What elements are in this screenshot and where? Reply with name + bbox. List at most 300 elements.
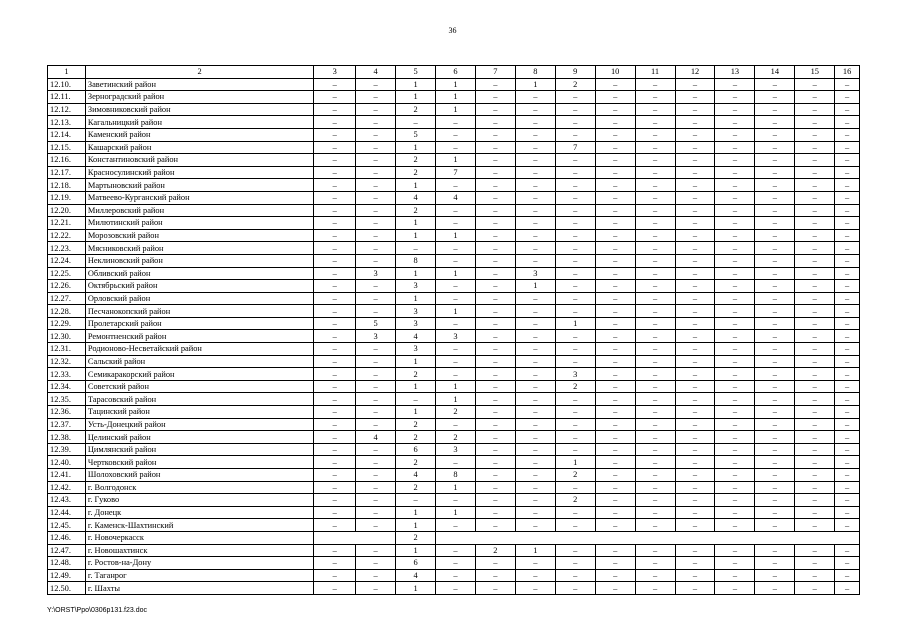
value-cell-col-3: – (314, 280, 356, 293)
district-name: г. Каменск-Шахтинский (85, 519, 313, 532)
value-cell-col-16: – (835, 217, 860, 230)
value-cell-col-12: – (675, 368, 715, 381)
value-cell-col-15: – (795, 431, 835, 444)
value-cell-col-12: – (675, 91, 715, 104)
value-cell-col-13: – (715, 330, 755, 343)
value-cell-col-14: – (755, 128, 795, 141)
value-cell-col-14: – (755, 305, 795, 318)
value-cell-col-7: – (475, 368, 515, 381)
value-cell-col-3: – (314, 443, 356, 456)
district-name: Константиновский район (85, 154, 313, 167)
column-header-1: 1 (48, 66, 86, 79)
value-cell-col-9: 7 (555, 141, 595, 154)
table-row (48, 393, 860, 406)
value-cell-col-15: – (795, 317, 835, 330)
value-cell-col-8: – (515, 204, 555, 217)
value-cell-col-5: 4 (396, 191, 436, 204)
value-cell-col-15: – (795, 267, 835, 280)
value-cell-col-16: – (835, 242, 860, 255)
value-cell-col-9: – (555, 544, 595, 557)
value-cell-col-10: – (595, 317, 635, 330)
table-row (48, 582, 860, 595)
value-cell-col-11: – (635, 317, 675, 330)
table-row (48, 154, 860, 167)
value-cell-col-7: – (475, 481, 515, 494)
row-number: 12.16. (48, 154, 86, 167)
value-cell-col-13: – (715, 418, 755, 431)
district-name: Заветинский район (85, 78, 313, 91)
value-cell-col-15: – (795, 78, 835, 91)
value-cell-col-12: – (675, 305, 715, 318)
value-cell-col-16: – (835, 292, 860, 305)
value-cell-col-9: – (555, 506, 595, 519)
value-cell-col-11: – (635, 368, 675, 381)
value-cell-col-4: – (356, 305, 396, 318)
value-cell-col-16: – (835, 557, 860, 570)
row-number: 12.28. (48, 305, 86, 318)
row-number: 12.43. (48, 494, 86, 507)
value-cell-col-13: – (715, 380, 755, 393)
row-number: 12.46. (48, 531, 86, 544)
value-cell-col-7: – (475, 355, 515, 368)
district-name: Семикаракорский район (85, 368, 313, 381)
table-row (48, 406, 860, 419)
value-cell-col-14: – (755, 229, 795, 242)
value-cell-col-15: – (795, 103, 835, 116)
value-cell-col-7: – (475, 343, 515, 356)
value-cell-col-4: – (356, 380, 396, 393)
value-cell-col-14: – (755, 582, 795, 595)
value-cell-col-13: – (715, 343, 755, 356)
value-cell-col-9: – (555, 582, 595, 595)
value-cell-col-11: – (635, 116, 675, 129)
value-cell-col-8: – (515, 217, 555, 230)
district-name: Кашарский район (85, 141, 313, 154)
value-cell-col-6: – (436, 242, 476, 255)
value-cell-col-4: 3 (356, 330, 396, 343)
district-name: г. Шахты (85, 582, 313, 595)
column-header-11: 11 (635, 66, 675, 79)
value-cell-col-9: 2 (555, 380, 595, 393)
value-cell-col-6: 1 (436, 393, 476, 406)
value-cell-col-9: – (555, 217, 595, 230)
value-cell-col-9: 1 (555, 317, 595, 330)
value-cell-col-13: – (715, 292, 755, 305)
value-cell-col-7: – (475, 380, 515, 393)
value-cell-col-14 (755, 531, 795, 544)
value-cell-col-3: – (314, 569, 356, 582)
value-cell-col-10: – (595, 78, 635, 91)
value-cell-col-7: – (475, 557, 515, 570)
value-cell-col-16: – (835, 443, 860, 456)
table-row (48, 103, 860, 116)
value-cell-col-9: – (555, 91, 595, 104)
value-cell-col-8: – (515, 154, 555, 167)
value-cell-col-9: – (555, 569, 595, 582)
value-cell-col-9: – (555, 242, 595, 255)
value-cell-col-3: – (314, 494, 356, 507)
value-cell-col-14: – (755, 179, 795, 192)
value-cell-col-9: – (555, 519, 595, 532)
table-row (48, 305, 860, 318)
value-cell-col-13: – (715, 116, 755, 129)
table-row (48, 544, 860, 557)
value-cell-col-6: – (436, 254, 476, 267)
value-cell-col-3: – (314, 229, 356, 242)
value-cell-col-9: – (555, 330, 595, 343)
header-row (48, 66, 860, 79)
value-cell-col-12: – (675, 343, 715, 356)
value-cell-col-6: 3 (436, 330, 476, 343)
value-cell-col-10: – (595, 91, 635, 104)
table-row (48, 443, 860, 456)
value-cell-col-11: – (635, 481, 675, 494)
value-cell-col-7: – (475, 443, 515, 456)
value-cell-col-8: – (515, 443, 555, 456)
value-cell-col-12: – (675, 544, 715, 557)
value-cell-col-14: – (755, 418, 795, 431)
value-cell-col-15: – (795, 91, 835, 104)
value-cell-col-3: – (314, 519, 356, 532)
table-row (48, 368, 860, 381)
table-row (48, 380, 860, 393)
value-cell-col-12: – (675, 481, 715, 494)
value-cell-col-12: – (675, 418, 715, 431)
district-name: Октябрьский район (85, 280, 313, 293)
value-cell-col-11: – (635, 78, 675, 91)
value-cell-col-15: – (795, 418, 835, 431)
value-cell-col-14: – (755, 116, 795, 129)
value-cell-col-15: – (795, 380, 835, 393)
value-cell-col-12: – (675, 406, 715, 419)
value-cell-col-10: – (595, 330, 635, 343)
value-cell-col-9: – (555, 267, 595, 280)
district-name: Мартыновский район (85, 179, 313, 192)
value-cell-col-11: – (635, 557, 675, 570)
value-cell-col-13: – (715, 191, 755, 204)
value-cell-col-13: – (715, 267, 755, 280)
table-row (48, 431, 860, 444)
value-cell-col-16: – (835, 191, 860, 204)
value-cell-col-11: – (635, 544, 675, 557)
value-cell-col-14: – (755, 519, 795, 532)
value-cell-col-3: – (314, 343, 356, 356)
value-cell-col-4: 3 (356, 267, 396, 280)
district-name: Тарасовский район (85, 393, 313, 406)
value-cell-col-14: – (755, 393, 795, 406)
value-cell-col-13 (715, 531, 755, 544)
value-cell-col-4: – (356, 481, 396, 494)
table-row (48, 91, 860, 104)
value-cell-col-7: – (475, 267, 515, 280)
value-cell-col-16: – (835, 481, 860, 494)
value-cell-col-4: – (356, 154, 396, 167)
value-cell-col-12: – (675, 557, 715, 570)
value-cell-col-12: – (675, 443, 715, 456)
value-cell-col-7 (475, 531, 515, 544)
value-cell-col-5: 1 (396, 519, 436, 532)
row-number: 12.34. (48, 380, 86, 393)
table-row (48, 469, 860, 482)
value-cell-col-10: – (595, 569, 635, 582)
column-header-14: 14 (755, 66, 795, 79)
district-name: Зерноградский район (85, 91, 313, 104)
value-cell-col-4: – (356, 582, 396, 595)
value-cell-col-9: – (555, 280, 595, 293)
value-cell-col-16: – (835, 582, 860, 595)
value-cell-col-13: – (715, 242, 755, 255)
value-cell-col-4: – (356, 254, 396, 267)
value-cell-col-15: – (795, 544, 835, 557)
value-cell-col-3: – (314, 393, 356, 406)
value-cell-col-8: – (515, 368, 555, 381)
value-cell-col-8: – (515, 418, 555, 431)
value-cell-col-13: – (715, 456, 755, 469)
table-row (48, 355, 860, 368)
value-cell-col-11: – (635, 380, 675, 393)
value-cell-col-5: 1 (396, 141, 436, 154)
value-cell-col-14: – (755, 317, 795, 330)
value-cell-col-8: – (515, 292, 555, 305)
value-cell-col-6: – (436, 204, 476, 217)
row-number: 12.32. (48, 355, 86, 368)
value-cell-col-4: – (356, 456, 396, 469)
value-cell-col-10: – (595, 191, 635, 204)
value-cell-col-13: – (715, 280, 755, 293)
value-cell-col-6: – (436, 128, 476, 141)
value-cell-col-10: – (595, 154, 635, 167)
value-cell-col-8: – (515, 179, 555, 192)
value-cell-col-9: – (555, 292, 595, 305)
value-cell-col-14: – (755, 103, 795, 116)
district-name: Усть-Донецкий район (85, 418, 313, 431)
value-cell-col-16: – (835, 343, 860, 356)
value-cell-col-3: – (314, 368, 356, 381)
value-cell-col-15: – (795, 443, 835, 456)
value-cell-col-8: – (515, 242, 555, 255)
value-cell-col-7: – (475, 469, 515, 482)
row-number: 12.35. (48, 393, 86, 406)
value-cell-col-15: – (795, 406, 835, 419)
value-cell-col-10: – (595, 217, 635, 230)
district-name: г. Новочеркасск (85, 531, 313, 544)
district-name: г. Гуково (85, 494, 313, 507)
value-cell-col-8: 1 (515, 280, 555, 293)
value-cell-col-6: – (436, 179, 476, 192)
value-cell-col-5: 6 (396, 557, 436, 570)
value-cell-col-4: – (356, 141, 396, 154)
value-cell-col-8: – (515, 128, 555, 141)
value-cell-col-14: – (755, 78, 795, 91)
value-cell-col-11: – (635, 431, 675, 444)
value-cell-col-11: – (635, 254, 675, 267)
table-row (48, 280, 860, 293)
value-cell-col-3: – (314, 292, 356, 305)
value-cell-col-3: – (314, 254, 356, 267)
table-row (48, 481, 860, 494)
value-cell-col-11: – (635, 506, 675, 519)
value-cell-col-10: – (595, 103, 635, 116)
value-cell-col-9: 2 (555, 78, 595, 91)
value-cell-col-15: – (795, 519, 835, 532)
value-cell-col-6: 1 (436, 305, 476, 318)
value-cell-col-6: – (436, 116, 476, 129)
column-header-16: 16 (835, 66, 860, 79)
district-name: Песчанокопский район (85, 305, 313, 318)
value-cell-col-6: – (436, 355, 476, 368)
value-cell-col-16: – (835, 368, 860, 381)
value-cell-col-8: – (515, 191, 555, 204)
value-cell-col-12: – (675, 166, 715, 179)
value-cell-col-11: – (635, 456, 675, 469)
district-name: Миллеровский район (85, 204, 313, 217)
value-cell-col-8: – (515, 116, 555, 129)
row-number: 12.20. (48, 204, 86, 217)
row-number: 12.33. (48, 368, 86, 381)
value-cell-col-13: – (715, 506, 755, 519)
value-cell-col-5: – (396, 116, 436, 129)
district-name: Милютинский район (85, 217, 313, 230)
value-cell-col-5: 1 (396, 229, 436, 242)
value-cell-col-7: – (475, 179, 515, 192)
row-number: 12.39. (48, 443, 86, 456)
value-cell-col-3: – (314, 481, 356, 494)
value-cell-col-7: – (475, 431, 515, 444)
row-number: 12.12. (48, 103, 86, 116)
value-cell-col-6: – (436, 494, 476, 507)
value-cell-col-6: – (436, 368, 476, 381)
row-number: 12.31. (48, 343, 86, 356)
value-cell-col-10: – (595, 166, 635, 179)
row-number: 12.19. (48, 191, 86, 204)
value-cell-col-15: – (795, 204, 835, 217)
value-cell-col-11: – (635, 494, 675, 507)
value-cell-col-5: 2 (396, 154, 436, 167)
value-cell-col-15: – (795, 305, 835, 318)
value-cell-col-10: – (595, 544, 635, 557)
value-cell-col-8: – (515, 380, 555, 393)
value-cell-col-15: – (795, 456, 835, 469)
value-cell-col-5: 2 (396, 431, 436, 444)
file-path-footer: Y:\ORST\Ppo\0306p131.f23.doc (47, 607, 148, 614)
value-cell-col-13: – (715, 355, 755, 368)
value-cell-col-15: – (795, 229, 835, 242)
column-header-12: 12 (675, 66, 715, 79)
value-cell-col-9: – (555, 393, 595, 406)
value-cell-col-6: 1 (436, 91, 476, 104)
value-cell-col-6: – (436, 343, 476, 356)
value-cell-col-13: – (715, 141, 755, 154)
value-cell-col-16: – (835, 116, 860, 129)
value-cell-col-15: – (795, 494, 835, 507)
value-cell-col-10: – (595, 380, 635, 393)
district-name: Каменский район (85, 128, 313, 141)
table-row (48, 166, 860, 179)
value-cell-col-7: – (475, 569, 515, 582)
value-cell-col-13: – (715, 103, 755, 116)
page-number: 36 (448, 26, 457, 35)
value-cell-col-5: 1 (396, 380, 436, 393)
value-cell-col-14: – (755, 204, 795, 217)
value-cell-col-8: – (515, 393, 555, 406)
value-cell-col-5: 1 (396, 267, 436, 280)
value-cell-col-7: – (475, 103, 515, 116)
value-cell-col-14: – (755, 154, 795, 167)
value-cell-col-8: 1 (515, 544, 555, 557)
value-cell-col-6: – (436, 317, 476, 330)
value-cell-col-15: – (795, 154, 835, 167)
value-cell-col-8: – (515, 569, 555, 582)
value-cell-col-11: – (635, 418, 675, 431)
value-cell-col-15: – (795, 393, 835, 406)
value-cell-col-4: – (356, 406, 396, 419)
value-cell-col-7: – (475, 330, 515, 343)
value-cell-col-3: – (314, 91, 356, 104)
value-cell-col-11: – (635, 204, 675, 217)
value-cell-col-8: – (515, 254, 555, 267)
value-cell-col-10: – (595, 393, 635, 406)
value-cell-col-3: – (314, 305, 356, 318)
value-cell-col-6: 7 (436, 166, 476, 179)
value-cell-col-12: – (675, 217, 715, 230)
value-cell-col-9: 2 (555, 469, 595, 482)
value-cell-col-16: – (835, 103, 860, 116)
value-cell-col-4: – (356, 78, 396, 91)
value-cell-col-14: – (755, 242, 795, 255)
value-cell-col-7: – (475, 582, 515, 595)
value-cell-col-15: – (795, 557, 835, 570)
value-cell-col-5: 2 (396, 166, 436, 179)
value-cell-col-13: – (715, 154, 755, 167)
row-number: 12.50. (48, 582, 86, 595)
value-cell-col-13: – (715, 393, 755, 406)
value-cell-col-5: 4 (396, 330, 436, 343)
district-name: Кагальницкий район (85, 116, 313, 129)
value-cell-col-9: – (555, 128, 595, 141)
value-cell-col-12: – (675, 494, 715, 507)
value-cell-col-16: – (835, 569, 860, 582)
value-cell-col-14: – (755, 569, 795, 582)
value-cell-col-14: – (755, 280, 795, 293)
value-cell-col-11: – (635, 154, 675, 167)
value-cell-col-9: – (555, 229, 595, 242)
row-number: 12.30. (48, 330, 86, 343)
value-cell-col-6: – (436, 519, 476, 532)
value-cell-col-6: – (436, 141, 476, 154)
value-cell-col-7: 2 (475, 544, 515, 557)
value-cell-col-6 (436, 531, 476, 544)
value-cell-col-8: – (515, 91, 555, 104)
value-cell-col-6: 2 (436, 406, 476, 419)
column-header-5: 5 (396, 66, 436, 79)
value-cell-col-5: 2 (396, 204, 436, 217)
value-cell-col-7: – (475, 204, 515, 217)
row-number: 12.17. (48, 166, 86, 179)
row-number: 12.18. (48, 179, 86, 192)
value-cell-col-8: – (515, 582, 555, 595)
value-cell-col-4: – (356, 443, 396, 456)
value-cell-col-14: – (755, 544, 795, 557)
value-cell-col-5: 5 (396, 128, 436, 141)
value-cell-col-11: – (635, 393, 675, 406)
value-cell-col-14: – (755, 141, 795, 154)
value-cell-col-8: – (515, 141, 555, 154)
value-cell-col-8: – (515, 355, 555, 368)
value-cell-col-4: – (356, 128, 396, 141)
value-cell-col-7: – (475, 254, 515, 267)
value-cell-col-4 (356, 531, 396, 544)
value-cell-col-16: – (835, 519, 860, 532)
